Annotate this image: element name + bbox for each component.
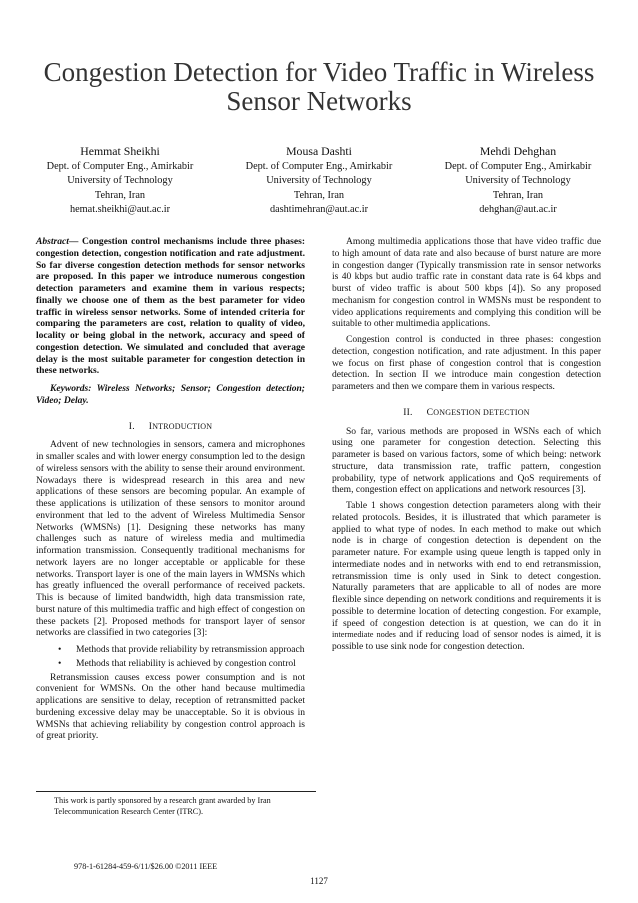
author-dept: Dept. of Computer Eng., Amirkabir [46,161,194,172]
congestion-paragraph-2: Table 1 shows congestion detection parameters along with their related protocols. Besides, it is illustrated that which parameter is applied to what type of nodes. In each method to make out which node is in charge of congestion detection is dependent on the parameter nature. For example using queue length is tapped only in intermediate nodes and in networks with end to end retransmission, retransmission time is only used in Sink to detect congestion. Naturally parameters that are applicable to all of nodes are more flexible since depending on network conditions and requirements it is possible to determine location of detecting congestion. For example, if speed of congestion detection is at question, we can do it in intermediate nodes and if reducing load of sensor nodes is aimed, it is possible to use sink node for congestion detection. [332,500,601,652]
section-heading-congestion-detection: II. CONGESTION DETECTION [403,406,530,418]
footnote-divider [36,791,316,792]
author-univ: University of Technology [67,175,173,187]
keywords: Keywords: Wireless Networks; Sensor; Congestion detection; Video; Delay. [36,383,305,406]
right-column [332,236,601,653]
intro-paragraph-2: Retransmission causes excess power consumption and is not convenient for WMSNs. On the other hand because multimedia applications are sensitive to delay, reception of retransmitted packet burdening excessive delay may be unacceptable. So it is obvious in WMSNs that achieving reliability by congestion control approach is of great priority. [36,671,305,742]
list-item: • Methods that provide reliability by retransmission approach [58,644,305,655]
author-univ: University of Technology [465,175,571,187]
abstract-label: Abstract— [36,236,79,247]
author-block-2 [219,144,419,218]
intro-paragraph-4: Congestion control is conducted in three phases: congestion detection, congestion notification, and rate adjustment. In this paper we focus on first phase of congestion control that is congestion detection. In section II we introduce main congestion detection parameters and then we compare them in various respects. [332,334,601,392]
author-block-1 [20,144,220,218]
section-heading-introduction: I. INTRODUCTION [128,420,213,432]
author-dept: Dept. of Computer Eng., Amirkabir [444,161,592,172]
author-city: Tehran, Iran [492,189,544,201]
author-dept: Dept. of Computer Eng., Amirkabir [245,161,393,172]
method-list [36,644,305,670]
author-name: Hemmat Sheikhi [80,144,160,158]
author-name: Mousa Dashti [286,144,352,158]
author-email: hemat.sheikhi@aut.ac.ir [69,204,171,216]
author-name: Mehdi Dehghan [479,144,557,158]
author-univ: University of Technology [266,175,372,187]
author-block-3 [418,144,618,218]
author-city: Tehran, Iran [293,189,345,201]
author-email: dehghan@aut.ac.ir [479,204,557,216]
copyright-line: 978-1-61284-459-6/11/$26.00 ©2011 IEEE [74,862,218,871]
congestion-paragraph-1: So far, various methods are proposed in WSNs each of which using one parameter for congestion detection. Selecting this parameter is based on various factors, some of which being: network structure, data transmission rate, traffic pattern, congestion probability, type of network applications and QoS requirements of them, congestion effect on applications and network resources [3]. [332,425,601,496]
intro-paragraph-3: Among multimedia applications those that have video traffic due to high amount of data rate and also because of burst nature are more in congestion danger (Typically transmission rate in sensor networks is 40 kbps but audio traffic rate in constant data rate is 64 kbps and burst of video traffic is about 500 kbps [4]). So any proposed mechanism for congestion control in WMSNs must be respondent to video applications requirements and complying this condition will be suitable to other multimedia applications. [332,236,601,330]
abstract [36,236,305,377]
intro-paragraph-1: Advent of new technologies in sensors, camera and microphones in smaller scales and with lower energy consumption led to the design of wireless sensors with the ability to sense their around environment. Nowadays there is widespread research in this area and new applications of these sensors are becoming popular. An example of these applications is utilization of these sensors to monitor around environment that led to the advent of Wireless Multimedia Sensor Networks (WMSNs) [1]. Designing these networks has many challenges such as nature of wireless media and multimedia information transmission. Consequently traditional mechanisms for network layers are no longer acceptable or applicable for these networks. Transport layer is one of the main layers in WMSNs which has greatly influenced the overall performance of received packets. This is because of limited bandwidth, high data transmission rate, burst nature of this multimedia traffic and high effect of congestion on these packets [2]. Proposed methods for transport layer of sensor networks are classified in two categories [3]: [36,439,305,639]
author-email: dashtimehran@aut.ac.ir [269,204,369,216]
list-item: • Methods that reliability is achieved by congestion control [58,657,296,669]
page-number: 1127 [310,876,328,886]
left-column [36,236,305,742]
abstract-text: Congestion control mechanisms include three phases: congestion detection, congestion notification and rate adjustment. So far diverse congestion detection methods for sensor networks are proposed. In this paper we introduce numerous congestion detection parameters and examine them in various respects; finally we choose one of them as the best parameter for video traffic in wireless sensor networks. Some of intended criteria for comparing the parameters are cost, relation to quality of video, locality or being global in the network, accuracy and speed of congestion detection. We simulated and concluded that average delay is the most suitable parameter for congestion detection in these networks. [36,236,305,377]
footnote: This work is partly sponsored by a research grant awarded by Iran Telecommunication Research Center (ITRC). [54,796,271,816]
author-city: Tehran, Iran [94,189,146,201]
paper-title: Congestion Detection for Video Traffic in Wireless Sensor Networks [43,57,595,116]
